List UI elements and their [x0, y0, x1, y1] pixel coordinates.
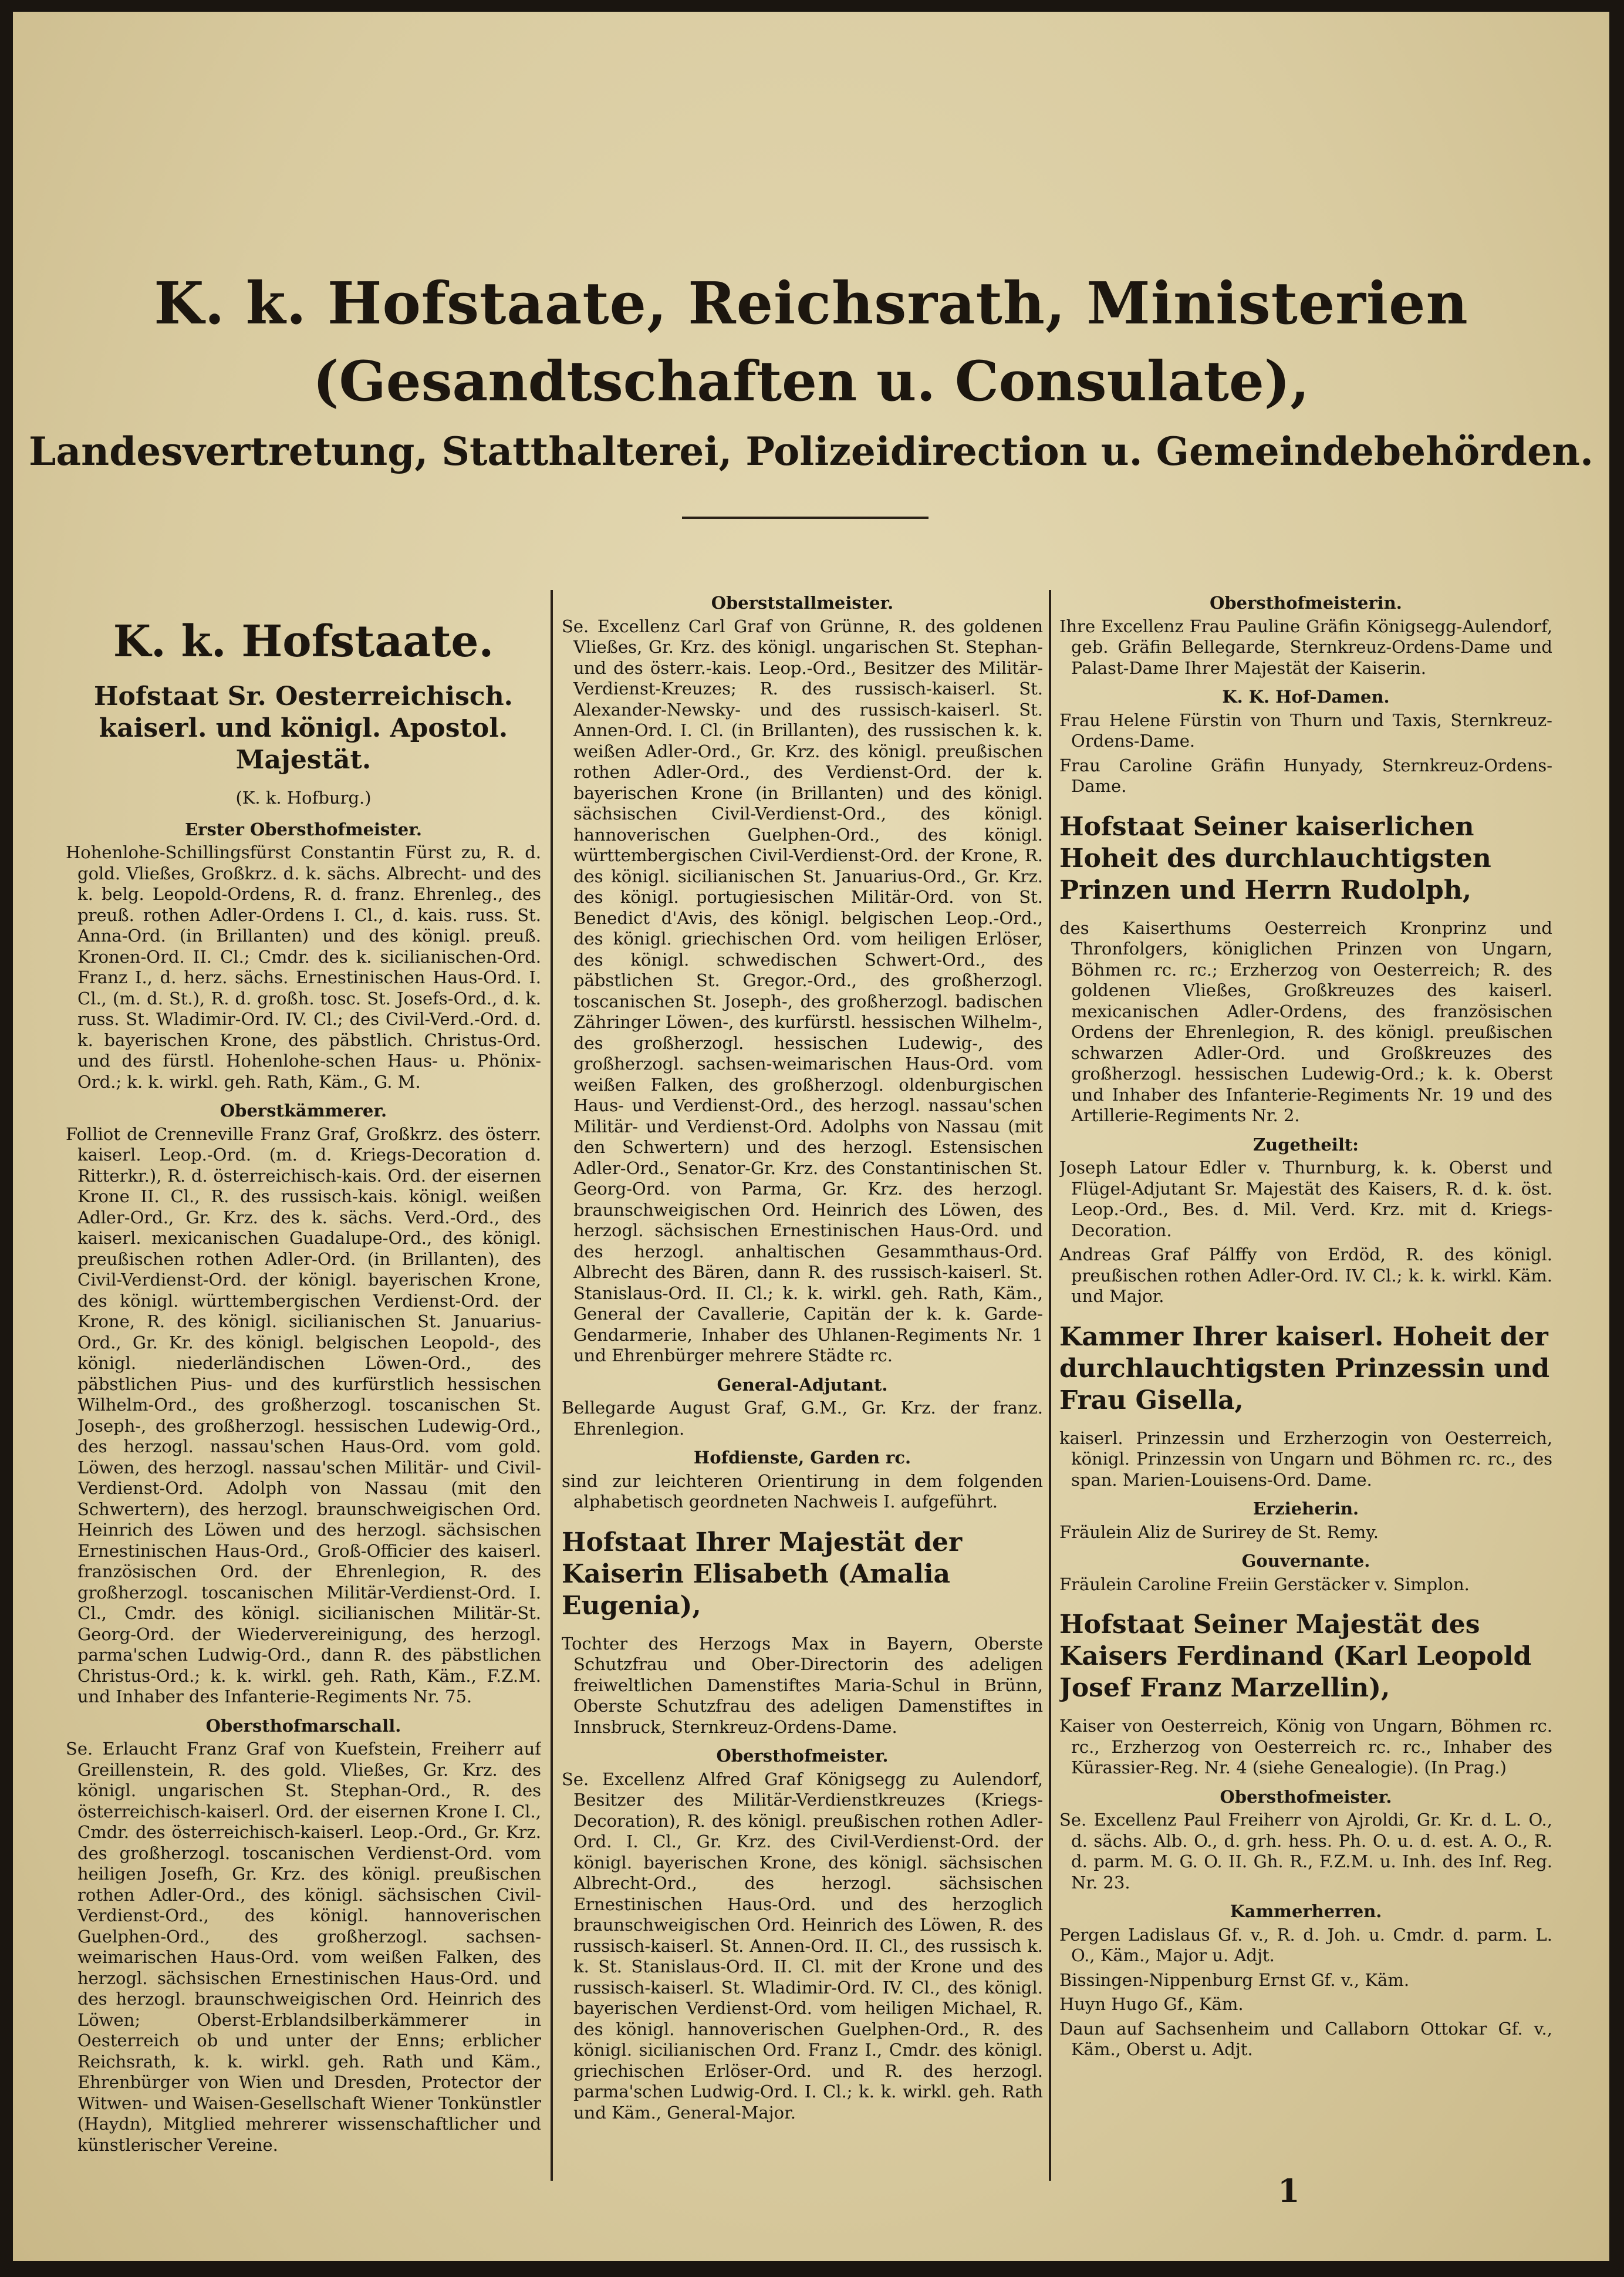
section-heading: Hofstaat Seiner Majestät des Kaisers Ferdinand (Karl Leopold Josef Franz Marzellin),: [1059, 1610, 1532, 1703]
entry-text: Se. Excellenz Alfred Graf Königsegg zu Aulendorf, Besitzer des Militär-Verdienstkreuzes (Kriegs-Decoration), R. des königl. preußischen rothen Adler-Ord. I. Cl., Gr. Krz. des Civil-Verdienst-Ord. der königl. bayerischen Krone, des königl. sächsischen Albrecht-Ord., des herzogl. sächsischen Ernestinischen Haus-Ord. und des herzoglich braunschweigischen Ord. Heinrich des Löwen, R. des russisch-kaiserl. St. Annen-Ord. II. Cl., des russisch k. k. St. Stanislaus-Ord. II. Cl. mit der Krone und des russisch-kaiserl. St. Wladimir-Ord. IV. Cl., des königl. bayerischen Verdienst-Ord. vom heiligen Michael, R. des königl. hannoverischen Guelphen-Ord., R. des königl. sicilianischen Ord. Franz I., Cmdr. des königl. griechischen Erlöser-Ord. und R. des herzogl. parma'schen Ludwig-Ord. I. Cl.; k. k. wirkl. geh. Rath und Käm., General-Major.: [562, 1769, 1043, 2123]
office-heading: Obersthofmarschall.: [205, 1715, 401, 1736]
column-3: [1059, 593, 1552, 2178]
office-heading: Kammerherren.: [1230, 1901, 1382, 1921]
entry-text: Se. Erlaucht Franz Graf von Kuefstein, Freiherr auf Greillenstein, R. des gold. Vließes, Gr. Krz. des königl. ungarischen St. Stephan-Ord., R. des österreichisch-kaiserl. Ord. der eisernen Krone I. Cl., Cmdr. des österreichisch-kaiserl. Leop.-Ord., Gr. Krz. des großherzogl. toscanischen Verdienst-Ord. vom heiligen Josefh, Gr. Krz. des königl. preußischen rothen Adler-Ord., des königl. sächsischen Civil-Verdienst-Ord., des königl. hannoverischen Guelphen-Ord., des großherzogl. sachsen-weimarischen Haus-Ord. vom weißen Falken, des herzogl. sächsischen Ernestinischen Haus-Ord. und des herzogl. braunschweigischen Ord. Heinrich des Löwen; Oberst-Erblandsilberkämmerer in Oesterreich ob und unter der Enns; erblicher Reichsrath, k. k. wirkl. geh. Rath und Käm., Ehrenbürger von Wien und Dresden, Protector der Witwen- und Waisen-Gesellschaft Wiener Tonkünstler (Haydn), Mitglied mehrerer wissenschaftlicher und künstlerischer Vereine.: [66, 1739, 541, 2155]
entry-text: Se. Excellenz Paul Freiherr von Ajroldi, Gr. Kr. d. L. O., d. sächs. Alb. O., d. grh. hess. Ph. O. u. d. est. A. O., R. d. parm. M. G. O. II. Gh. R., F.Z.M. u. Inh. des Inf. Reg. Nr. 23.: [1059, 1810, 1552, 1893]
entry-text: Daun auf Sachsenheim und Callaborn Ottokar Gf. v., Käm., Oberst u. Adjt.: [1059, 2018, 1552, 2059]
column-2: [562, 593, 1043, 2178]
document-page: [13, 12, 1609, 2261]
entry-text: Bissingen-Nippenburg Ernst Gf. v., Käm.: [1059, 1969, 1410, 1990]
entry-text: Fräulein Caroline Freiin Gerstäcker v. Simplon.: [1059, 1574, 1470, 1594]
section-heading: Hofstaat Seiner kaiserlichen Hoheit des durchlauchtigsten Prinzen und Herrn Rudolph,: [1059, 811, 1491, 905]
title-divider: [682, 517, 929, 519]
office-heading: Erster Obersthofmeister.: [185, 819, 422, 839]
section-heading: Hofstaat Ihrer Majestät der Kaiserin Elisabeth (Amalia Eugenia),: [562, 1527, 963, 1621]
entry-text: Fräulein Aliz de Surirey de St. Remy.: [1059, 1522, 1379, 1542]
entry-text: Andreas Graf Pálffy von Erdöd, R. des königl. preußischen rothen Adler-Ord. IV. Cl.; k. k. wirkl. Käm. und Major.: [1059, 1244, 1552, 1306]
section-heading: Kammer Ihrer kaiserl. Hoheit der durchlauchtigsten Prinzessin und Frau Gisella,: [1059, 1321, 1550, 1415]
entry-text: Se. Excellenz Carl Graf von Grünne, R. des goldenen Vließes, Gr. Krz. des königl. ungarischen St. Stephan- und des österr.-kais. Leop.-Ord., Besitzer des Militär-Verdienst-Kreuzes; R. des russisch-kaiserl. St. Alexander-Newsky- und des russisch-kaiserl. St. Annen-Ord. I. Cl. (in Brillanten), des russischen k. k. weißen Adler-Ord., Gr. Krz. des königl. preußischen rothen Adler-Ord., des Verdienst-Ord. der k. bayerischen Krone (in Brillanten) und des königl. sächsischen Civil-Verdienst-Ord., des königl. hannoverischen Guelphen-Ord., des königl. württembergischen Civil-Verdienst-Ord. der Krone, R. des königl. sicilianischen St. Januarius-Ord., Gr. Krz. des königl. portugiesischen Militär-Ord. von St. Benedict d'Avis, des königl. belgischen Leop.-Ord., des königl. griechischen Ord. vom heiligen Erlöser, des königl. schwedischen Schwert-Ord., des päbstlichen St. Gregor.-Ord., des großherzogl. toscanischen St. Joseph-, des großherzogl. badischen Zähringer Löwen-, des kurfürstl. hessischen Wilhelm-, des großherzogl. hessischen Ludewig-, des großherzogl. sachsen-weimarischen Haus-Ord. vom weißen Falken, des großherzogl. oldenburgischen Haus- und Verdienst-Ord., des herzogl. nassau'schen Militär- und Verdienst-Ord. Adolphs von Nassau (mit den Schwertern) und des herzogl. Estensischen Adler-Ord., Senator-Gr. Krz. des Constantinischen St. Georg-Ord. von Parma, Gr. Krz. des herzogl. braunschweigischen Ord. Heinrich des Löwen, des herzogl. sächsischen Ernestinischen Haus-Ord. und des herzogl. anhaltischen Gesammthaus-Ord. Albrecht des Bären, dann R. des russisch-kaiserl. St. Stanislaus-Ord. II. Cl.; k. k. wirkl. geh. Rath, Käm., General der Cavallerie, Capitän der k. k. Garde-Gendarmerie, Inhaber des Uhlanen-Regiments Nr. 1 und Ehrenbürger mehrere Städte rc.: [562, 616, 1043, 1365]
column-1: [66, 593, 541, 2178]
office-heading: Obersthofmeister.: [1220, 1786, 1392, 1807]
office-heading: Oberstkämmerer.: [220, 1101, 387, 1121]
entry-text: kaiserl. Prinzessin und Erzherzogin von Oesterreich, königl. Prinzessin von Ungarn und Böhmen rc. rc., des span. Marien-Louisens-Ord. Dame.: [1059, 1428, 1552, 1490]
office-heading: Obersthofmeister.: [716, 1746, 889, 1766]
office-heading: Obersthofmeisterin.: [1210, 593, 1402, 613]
page-number: 1: [1278, 2172, 1300, 2209]
entry-text: Kaiser von Oesterreich, König von Ungarn, Böhmen rc. rc., Erzherzog von Oesterreich rc. rc., Inhaber des Kürassier-Reg. Nr. 4 (siehe Genealogie). (In Prag.): [1059, 1716, 1552, 1777]
entry-text: Frau Helene Fürstin von Thurn und Taxis, Sternkreuz-Ordens-Dame.: [1059, 710, 1552, 751]
entry-text: sind zur leichteren Orientirung in dem folgenden alphabetisch geordneten Nachweis I. aufgeführt.: [562, 1470, 1043, 1512]
office-heading: Erzieherin.: [1252, 1499, 1359, 1519]
entry-text: Tochter des Herzogs Max in Bayern, Oberste Schutzfrau und Ober-Directorin des adeligen freiweltlichen Damenstiftes Maria-Schul in Brünn, Oberste Schutzfrau des adeligen Damenstiftes in Innsbruck, Sternkreuz-Ordens-Dame.: [562, 1633, 1043, 1737]
entry-text: Huyn Hugo Gf., Käm.: [1059, 1994, 1244, 2014]
office-heading: Gouvernante.: [1241, 1551, 1370, 1571]
entry-text: Hohenlohe-Schillingsfürst Constantin Fürst zu, R. d. gold. Vließes, Großkrz. d. k. sächs. Albrecht- und des k. belg. Leopold-Ordens, R. d. franz. Ehrenleg., des preuß. rothen Adler-Ordens I. Cl., d. kais. russ. St. Anna-Ord. (in Brillanten) und des königl. preuß. Kronen-Ord. II. Cl.; Cmdr. des k. sicilianischen-Ord. Franz I., d. herz. sächs. Ernestinischen Haus-Ord. I. Cl., (m. d. St.), R. d. großh. tosc. St. Josefs-Ord., d. k. russ. St. Wladimir-Ord. IV. Cl.; des Civil-Verd.-Ord. d. k. bayerischen Krone, des päbstlich. Christus-Ord. und des fürstl. Hohenlohe-schen Haus- u. Phönix-Ord.; k. k. wirkl. geh. Rath, Käm., G. M.: [66, 842, 541, 1092]
entry-text: Frau Caroline Gräfin Hunyady, Sternkreuz-Ordens-Dame.: [1059, 755, 1552, 796]
office-heading: Oberststallmeister.: [711, 593, 894, 613]
page-title: K. k. Hofstaate, Reichsrath, Ministerien: [154, 270, 1468, 338]
main-section-title: K. k. Hofstaate.: [113, 616, 494, 667]
entry-text: Bellegarde August Graf, G.M., Gr. Krz. der franz. Ehrenlegion.: [562, 1398, 1043, 1439]
section-subheading: (K. k. Hofburg.): [235, 788, 372, 808]
entry-text: Joseph Latour Edler v. Thurnburg, k. k. Oberst und Flügel-Adjutant Sr. Majestät des Kaisers, R. d. k. öst. Leop.-Ord., Bes. d. Mil. Verd. Krz. mit d. Kriegs-Decoration.: [1059, 1158, 1552, 1240]
office-heading: Zugetheilt:: [1252, 1134, 1359, 1155]
page-subtitle: (Gesandtschaften u. Consulate),: [313, 349, 1309, 414]
entry-text: Ihre Excellenz Frau Pauline Gräfin Königsegg-Aulendorf, geb. Gräfin Bellegarde, Sternkreuz-Ordens-Dame und Palast-Dame Ihrer Majestät der Kaiserin.: [1059, 616, 1552, 678]
section-heading: Hofstaat Sr. Oesterreichisch. kaiserl. und königl. Apostol. Majestät.: [93, 682, 513, 775]
office-heading: K. K. Hof-Damen.: [1222, 687, 1390, 707]
entry-text: Folliot de Crenneville Franz Graf, Großkrz. des österr. kaiserl. Leop.-Ord. (m. d. Kriegs-Decoration d. Ritterkr.), R. d. österreichisch-kais. Ord. der eisernen Krone II. Cl., R. des russisch-kais. königl. weißen Adler-Ord., Gr. Krz. des k. sächs. Verd.-Ord., des kaiserl. mexicanischen Guadalupe-Ord., des königl. preußischen rothen Adler-Ord. (in Brillanten), des Civil-Verdienst-Ord. der königl. bayerischen Krone, des königl. württembergischen Verdienst-Ord. der Krone, R. des königl. sicilianischen St. Januarius-Ord., Gr. Kr. des königl. belgischen Leopold-, des königl. niederländischen Löwen-Ord., des päbstlichen Pius- und des kurfürstlich hessischen Wilhelm-Ord., des großherzogl. toscanischen St. Joseph-, des großherzogl. hessischen Ludewig-Ord., des herzogl. nassau'schen Haus-Ord. vom gold. Löwen, des herzogl. nassau'schen Militär- und Civil-Verdienst-Ord. Adolph von Nassau (mit den Schwertern), des herzogl. braunschweigischen Ord. Heinrich des Löwen und des herzogl. sächsischen Ernestinischen Haus-Ord., Groß-Officier des kaiserl. französischen Ord. der Ehrenlegion, R. des großherzogl. toscanischen Militär-Verdienst-Ord. I. Cl., Cmdr. des königl. sicilianischen Militär-St. Georg-Ord. der Wiedervereinigung, des herzogl. parma'schen Ludwig-Ord., dann R. des päbstlichen Christus-Ord.; k. k. wirkl. geh. Rath, Käm., F.Z.M. und Inhaber des Infanterie-Regiments Nr. 75.: [66, 1124, 541, 1706]
column-divider-1: [551, 590, 553, 2181]
page-subtitle-2: Landesvertretung, Statthalterei, Polizeidirection u. Gemeindebehörden.: [29, 429, 1593, 474]
entry-text: Pergen Ladislaus Gf. v., R. d. Joh. u. Cmdr. d. parm. L. O., Käm., Major u. Adjt.: [1059, 1924, 1552, 1965]
entry-text: des Kaiserthums Oesterreich Kronprinz und Thronfolgers, königlichen Prinzen von Ungarn, Böhmen rc. rc.; Erzherzog von Oesterreich; R. des goldenen Vließes, Großkreuzes des kaiserl. mexicanischen Adler-Ordens, des französischen Ordens der Ehrenlegion, R. des königl. preußischen schwarzen Adler-Ord. und Großkreuzes des großherzogl. hessischen Ludewig-Ord.; k. k. Oberst und Inhaber des Infanterie-Regiments Nr. 19 und des Artillerie-Regiments Nr. 2.: [1059, 917, 1552, 1125]
office-heading: Hofdienste, Garden rc.: [693, 1448, 911, 1468]
column-divider-2: [1049, 590, 1051, 2181]
office-heading: General-Adjutant.: [717, 1374, 888, 1395]
